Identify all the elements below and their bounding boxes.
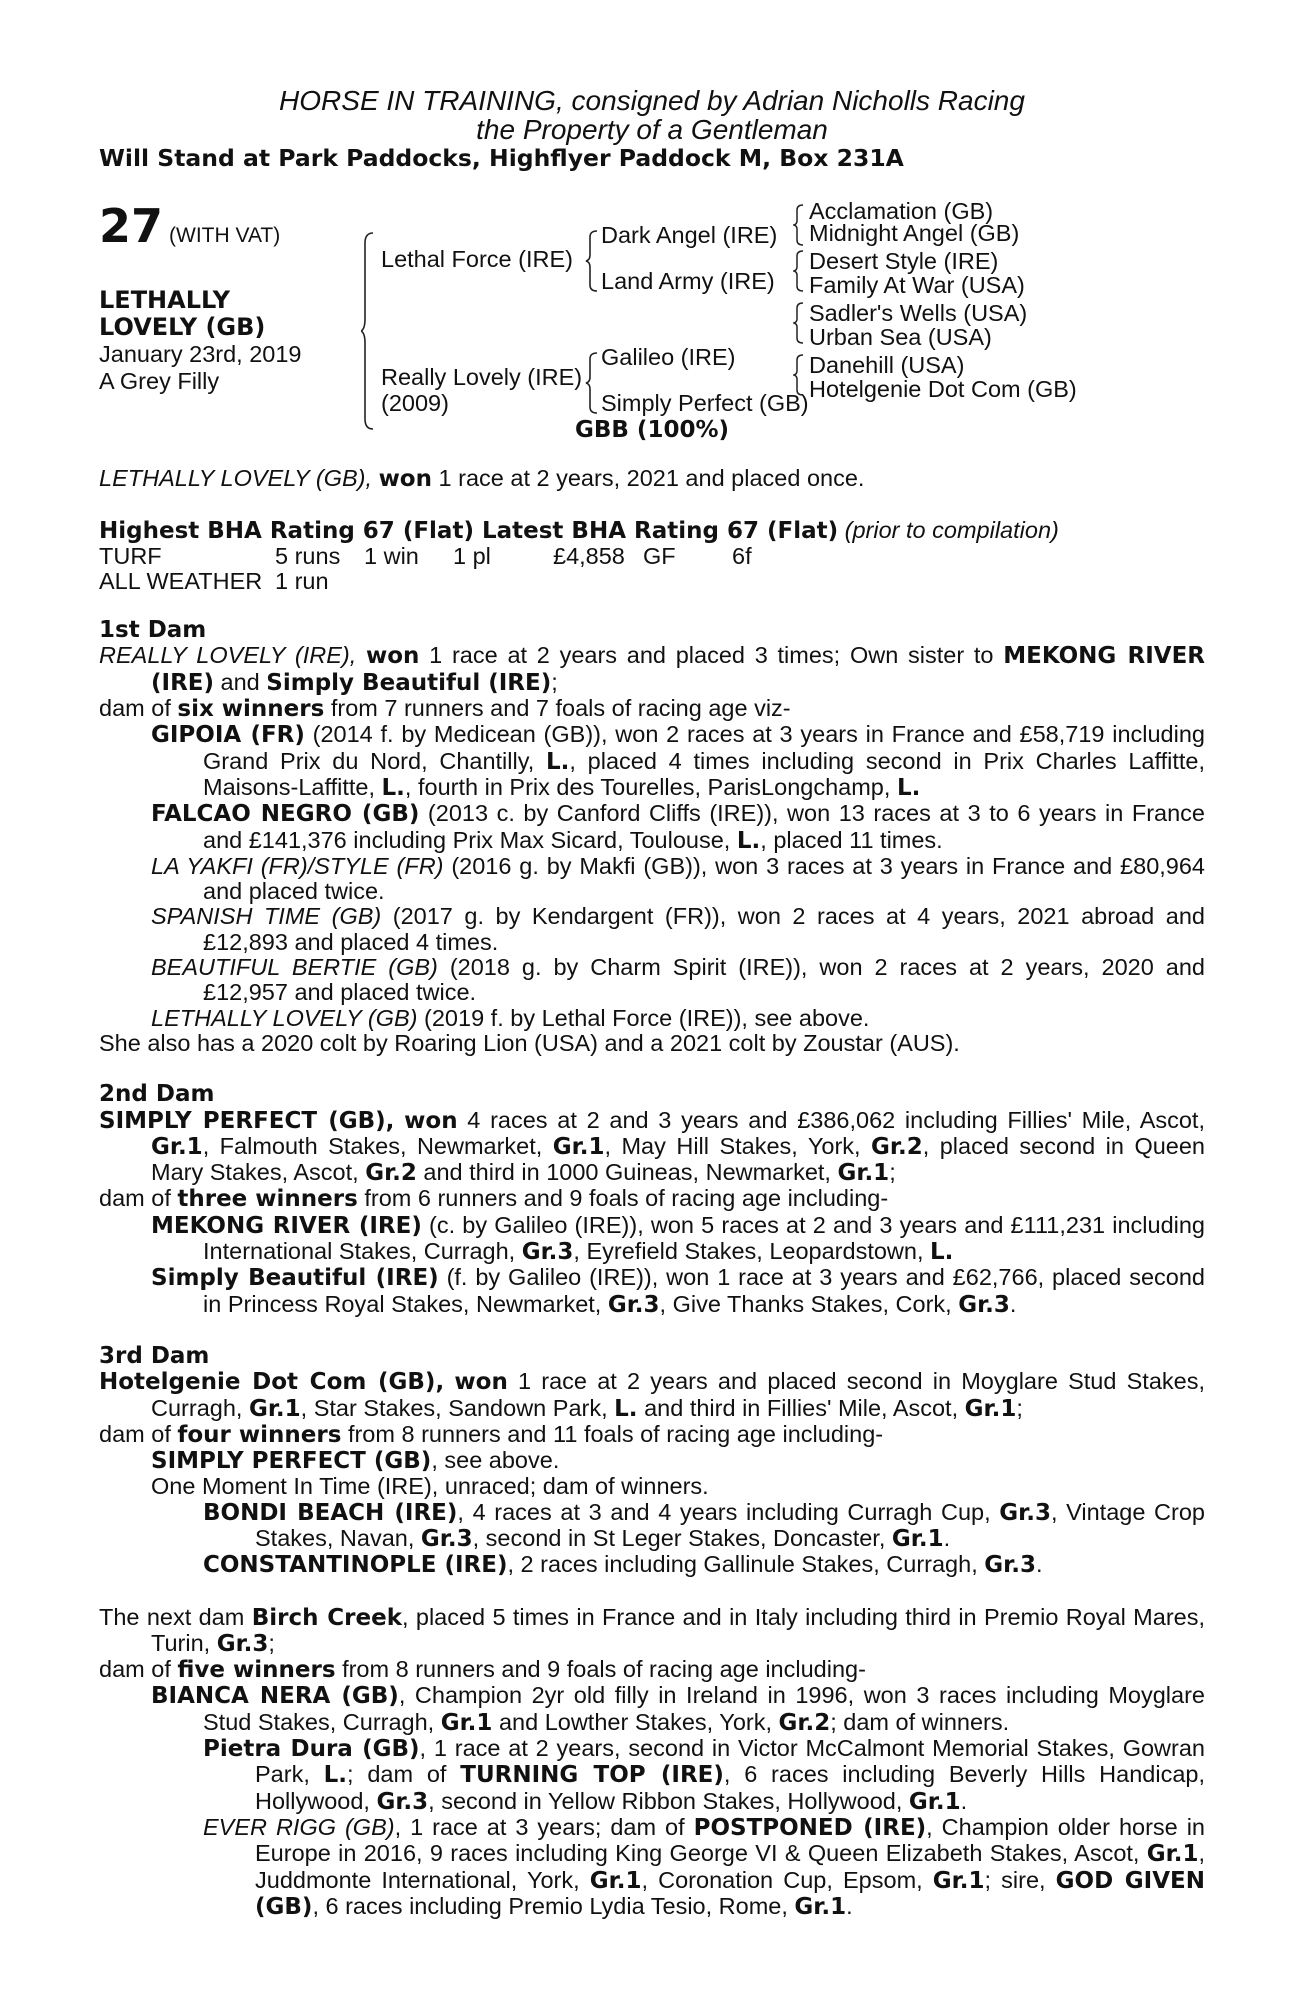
horse-description: A Grey Filly [99,368,220,395]
g3-sadlers-wells: Sadler's Wells (USA) [809,300,1028,327]
performance-table [99,544,752,594]
main-brace [361,231,375,431]
dam: Really Lovely (IRE) [381,364,583,391]
second-dam-section [99,1082,1205,1318]
second-dam-record: SIMPLY PERFECT (GB), won 4 races at 2 and 3 years and £386,062 including Fillies' Mile, Ascot, Gr.1, Falmouth Stakes, Newmarket, Gr.1, May Hill Stakes, York, Gr.2, placed second in Queen Mary Stakes, Ascot, Gr.2 and third in 1000 Guineas, Newmarket, Gr.1; [99,1106,1205,1187]
foaling-date: January 23rd, 2019 [99,341,302,368]
third-dam-section [99,1344,1205,1579]
produce-spanish-time: SPANISH TIME (GB) (2017 g. by Kendargent (FR)), won 2 races at 4 years, 2021 abroad and £12,893 and placed 4 times. [151,903,1205,955]
brace-g4 [793,353,805,397]
catalogue-page [99,86,1205,1920]
produce-bondi-beach: BONDI BEACH (IRE), 4 races at 3 and 4 years including Curragh Cup, Gr.3, Vintage Crop Stakes, Navan, Gr.3, second in St Leger Stakes, Doncaster, Gr.1. [203,1498,1205,1552]
vat-note: (WITH VAT) [169,224,281,248]
ratings-note: (prior to compilation) [844,516,1059,543]
sire: Lethal Force (IRE) [381,246,573,273]
g3-desert-style: Desert Style (IRE) [809,248,999,275]
g3-acclamation: Acclamation (GB) [809,198,994,225]
ratings-block [99,518,1205,594]
dam-dam: Simply Perfect (GB) [601,390,809,417]
first-dam-heading: 1st Dam [99,617,207,644]
brace-g3 [793,301,805,345]
table-row: TURF 5 runs 1 win 1 pl £4,858 GF 6f [99,543,752,570]
sire-brace [585,229,599,293]
produce-simply-perfect: SIMPLY PERFECT (GB), see above. [151,1447,560,1475]
table-row: ALL WEATHER 1 run [99,568,329,595]
first-dam-section [99,618,1205,1056]
lot-number: 27 [99,199,164,254]
produce-pietra-dura: Pietra Dura (GB), 1 race at 2 years, second in Victor McCalmont Memorial Stakes, Gowran Park, L.; dam of TURNING TOP (IRE), 6 races including Beverly Hills Handicap, Hollywood, Gr.3, second in Yellow Ribbon Stakes, Hollywood, Gr.1. [203,1735,1205,1815]
produce-beautiful-bertie: BEAUTIFUL BERTIE (GB) (2018 g. by Charm Spirit (IRE)), won 2 races at 2 years, 2020 and £12,957 and placed twice. [151,954,1205,1006]
produce-gipoia: GIPOIA (FR) (2014 f. by Medicean (GB)), won 2 races at 3 years in France and £58,719 including Grand Prix du Nord, Chantilly, L., placed 4 times including second in Prix Charles Laffitte, Maisons-Laffitte, L., fourth in Prix des Tourelles, ParisLongchamp, L. [151,721,1205,801]
first-dam-also: She also has a 2020 colt by Roaring Lion (USA) and a 2021 colt by Zoustar (AUS). [99,1029,960,1056]
produce-falcao-negro: FALCAO NEGRO (GB) (2013 c. by Canford Cliffs (IRE)), won 13 races at 3 to 6 years in France and £141,376 including Prix Max Sicard, Toulouse, L., placed 11 times. [151,800,1205,854]
g3-urban-sea: Urban Sea (USA) [809,324,992,351]
next-dam-section [99,1605,1205,1921]
g3-family-at-war: Family At War (USA) [809,272,1025,299]
sire-sire: Dark Angel (IRE) [601,222,778,249]
third-dam-produce-summary: dam of four winners from 8 runners and 11 foals of racing age including- [99,1420,884,1448]
race-summary: LETHALLY LOVELY (GB), won 1 race at 2 years, 2021 and placed once. [99,464,865,492]
g3-hotelgenie: Hotelgenie Dot Com (GB) [809,376,1077,403]
dam-sire: Galileo (IRE) [601,344,736,371]
produce-bianca-nera: BIANCA NERA (GB), Champion 2yr old filly in Ireland in 1996, won 3 races including Moyglare Stud Stakes, Curragh, Gr.1 and Lowther Stakes, York, Gr.2; dam of winners. [151,1682,1205,1736]
third-dam-record: Hotelgenie Dot Com (GB), won 1 race at 2 years and placed second in Moyglare Stud Stakes, Curragh, Gr.1, Star Stakes, Sandown Park, L. and third in Fillies' Mile, Ascot, Gr.1; [99,1368,1205,1422]
stand-location: Will Stand at Park Paddocks, Highflyer Paddock M, Box 231A [99,144,904,172]
lot-header [99,199,281,254]
third-dam-heading: 3rd Dam [99,1342,210,1369]
produce-ever-rigg: EVER RIGG (GB), 1 race at 3 years; dam of POSTPONED (IRE), Champion older horse in Europe in 2016, 9 races including King George VI & Queen Elizabeth Stakes, Ascot, Gr.1, Juddmonte International, York, Gr.1, Coronation Cup, Epsom, Gr.1; sire, GOD GIVEN (GB), 6 races including Premio Lydia Tesio, Rome, Gr.1. [203,1813,1206,1920]
g3-midnight-angel: Midnight Angel (GB) [809,220,1020,247]
first-dam-produce-summary: dam of six winners from 7 runners and 7 foals of racing age viz- [99,695,791,723]
produce-constantinople: CONSTANTINOPLE (IRE), 2 races including Gallinule Stakes, Curragh, Gr.3. [203,1551,1043,1579]
horse-name-line2: LOVELY (GB) [99,313,266,342]
first-dam-record: REALLY LOVELY (IRE), won 1 race at 2 years and placed 3 times; Own sister to MEKONG RIVER (IRE) and Simply Beautiful (IRE); [99,642,1206,696]
produce-simply-beautiful: Simply Beautiful (IRE) (f. by Galileo (IRE)), won 1 race at 3 years and £62,766, placed second in Princess Royal Stakes, Newmarket, Gr.3, Give Thanks Stakes, Cork, Gr.3. [151,1264,1205,1318]
ratings-text: Highest BHA Rating 67 (Flat) Latest BHA Rating 67 (Flat) [99,517,839,544]
second-dam-produce-summary: dam of three winners from 6 runners and 9 foals of racing age including- [99,1185,889,1213]
produce-la-yakfi: LA YAKFI (FR)/STYLE (FR) (2016 g. by Makfi (GB)), won 3 races at 3 years in France and £80,964 and placed twice. [151,852,1205,905]
produce-lethally-lovely: LETHALLY LOVELY (GB) (2019 f. by Lethal Force (IRE)), see above. [151,1004,870,1031]
brace-g2 [793,249,805,293]
second-dam-heading: 2nd Dam [99,1081,215,1108]
property-line: the Property of a Gentleman [476,114,828,145]
brace-g1 [793,203,805,247]
pedigree-block [99,198,1205,436]
dam-brace [585,351,599,415]
dam-year: (2009) [381,390,449,417]
gbb-status: GBB (100%) [574,417,730,444]
next-dam-record: The next dam Birch Creek, placed 5 times in France and in Italy including third in Premio Royal Mares, Turin, Gr.3; [99,1603,1206,1657]
horse-details [99,287,302,395]
consignor-line: HORSE IN TRAINING, consigned by Adrian Nicholls Racing [279,85,1025,116]
produce-mekong-river: MEKONG RIVER (IRE) (c. by Galileo (IRE)), won 5 races at 2 and 3 years and £111,231 including International Stakes, Curragh, Gr.3, Eyrefield Stakes, Leopardstown, L. [151,1211,1206,1266]
next-dam-produce-summary: dam of five winners from 8 runners and 9 foals of racing age including- [99,1656,866,1684]
g3-danehill: Danehill (USA) [809,352,965,379]
produce-one-moment-in-time: One Moment In Time (IRE), unraced; dam of winners. [151,1473,709,1500]
sire-dam: Land Army (IRE) [601,268,775,295]
horse-name-line1: LETHALLY [99,286,230,315]
